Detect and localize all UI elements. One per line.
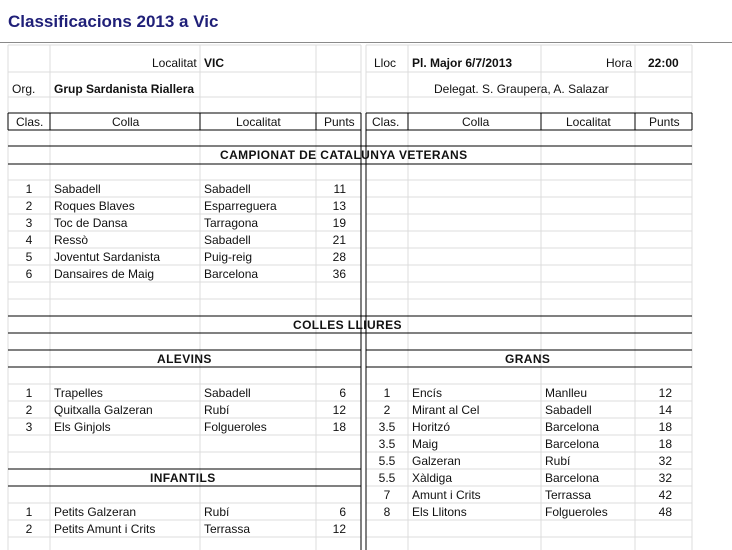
veterans-row-punts: 28 [332,250,346,264]
veterans-row-clas: 2 [25,199,33,213]
grans-row-clas: 3.5 [378,437,396,451]
grans-row-localitat: Terrassa [545,488,592,502]
alevins-row-punts: 18 [332,420,346,434]
section-infantils: INFANTILS [150,471,216,485]
veterans-row-punts: 19 [332,216,346,230]
alevins-row-clas: 3 [25,420,33,434]
alevins-row-punts: 12 [332,403,346,417]
grans-row-punts: 32 [658,471,672,485]
page-title: Classificacions 2013 a Vic [8,12,219,31]
grans-row-punts: 48 [658,505,672,519]
alevins-row-localitat: Folgueroles [204,420,267,434]
grans-row-localitat: Barcelona [545,471,600,485]
veterans-row-colla: Joventut Sardanista [54,250,161,264]
infantils-row-colla: Petits Galzeran [54,505,137,519]
grans-row-clas: 5.5 [378,454,396,468]
section-colles-lliures: COLLES LLIURES [293,318,402,332]
grans-row-localitat: Barcelona [545,420,600,434]
grans-row-clas: 7 [383,488,391,502]
veterans-row-colla: Roques Blaves [54,199,135,213]
grans-row-colla: Horitzó [412,420,451,434]
grans-row-localitat: Manlleu [545,386,588,400]
grans-row-colla: Els Llitons [412,505,467,519]
alevins-row-colla: Quitxalla Galzeran [54,403,153,417]
section-veterans: CAMPIONAT DE CATALUNYA VETERANS [220,148,468,162]
veterans-row-localitat: Barcelona [204,267,259,281]
grans-row-clas: 3.5 [378,420,396,434]
localitat-label: Localitat [152,56,197,70]
infantils-row-clas: 1 [25,505,33,519]
grans-row-colla: Encís [412,386,443,400]
grans-row-clas: 5.5 [378,471,396,485]
delegat-text: Delegat. S. Graupera, A. Salazar [434,82,609,96]
grans-row-punts: 18 [658,437,672,451]
header-punts-right: Punts [649,115,680,129]
alevins-row-colla: Els Ginjols [54,420,111,434]
header-localitat-right: Localitat [566,115,611,129]
veterans-row-punts: 13 [332,199,346,213]
alevins-row-localitat: Rubí [204,403,230,417]
infantils-row-localitat: Rubí [204,505,230,519]
alevins-row-localitat: Sabadell [204,386,251,400]
veterans-row-clas: 6 [25,267,33,281]
infantils-row-clas: 2 [25,522,33,536]
veterans-row-colla: Sabadell [54,182,101,196]
veterans-row-localitat: Puig-reig [204,250,253,264]
veterans-row-punts: 11 [333,182,346,196]
alevins-row-colla: Trapelles [54,386,103,400]
grans-row-localitat: Folgueroles [545,505,608,519]
veterans-row-colla: Toc de Dansa [54,216,128,230]
grans-row-localitat: Sabadell [545,403,592,417]
grans-row-localitat: Rubí [545,454,571,468]
veterans-row-localitat: Sabadell [204,182,251,196]
lloc-value: Pl. Major 6/7/2013 [412,56,513,70]
org-value: Grup Sardanista Riallera [54,82,195,96]
localitat-value: VIC [204,56,225,70]
lloc-label: Lloc [374,56,397,70]
veterans-row-colla: Ressò [54,233,89,247]
grans-row-colla: Maig [412,437,439,451]
header-colla-left: Colla [112,115,140,129]
grans-row-colla: Amunt i Crits [412,488,481,502]
header-clas-left: Clas. [16,115,44,129]
grans-row-clas: 8 [383,505,391,519]
veterans-row-punts: 21 [332,233,346,247]
grans-row-punts: 42 [658,488,672,502]
grans-row-colla: Galzeran [412,454,461,468]
veterans-row-localitat: Esparreguera [204,199,277,213]
hora-label: Hora [606,56,633,70]
grans-row-punts: 18 [658,420,672,434]
veterans-row-punts: 36 [332,267,346,281]
grans-row-punts: 32 [658,454,672,468]
veterans-row-localitat: Tarragona [204,216,259,230]
veterans-row-clas: 5 [25,250,33,264]
header-punts-left: Punts [324,115,355,129]
grans-row-clas: 1 [383,386,391,400]
section-alevins: ALEVINS [157,352,212,366]
grans-row-colla: Mirant al Cel [412,403,480,417]
header-clas-right: Clas. [372,115,400,129]
grans-row-localitat: Barcelona [545,437,600,451]
grans-row-clas: 2 [383,403,391,417]
veterans-row-colla: Dansaires de Maig [54,267,155,281]
infantils-row-punts: 12 [332,522,346,536]
infantils-row-colla: Petits Amunt i Crits [54,522,156,536]
grans-row-colla: Xàldiga [412,471,453,485]
grans-row-punts: 14 [658,403,672,417]
veterans-row-clas: 4 [25,233,33,247]
infantils-row-localitat: Terrassa [204,522,251,536]
veterans-row-clas: 3 [25,216,33,230]
header-localitat-left: Localitat [236,115,281,129]
infantils-row-punts: 6 [339,505,346,519]
veterans-row-clas: 1 [25,182,33,196]
veterans-row-localitat: Sabadell [204,233,251,247]
section-grans: GRANS [505,352,551,366]
hora-value: 22:00 [648,56,679,70]
org-label: Org. [12,82,36,96]
header-colla-right: Colla [462,115,490,129]
alevins-row-clas: 1 [25,386,33,400]
alevins-row-clas: 2 [25,403,33,417]
grans-row-punts: 12 [658,386,672,400]
alevins-row-punts: 6 [339,386,346,400]
